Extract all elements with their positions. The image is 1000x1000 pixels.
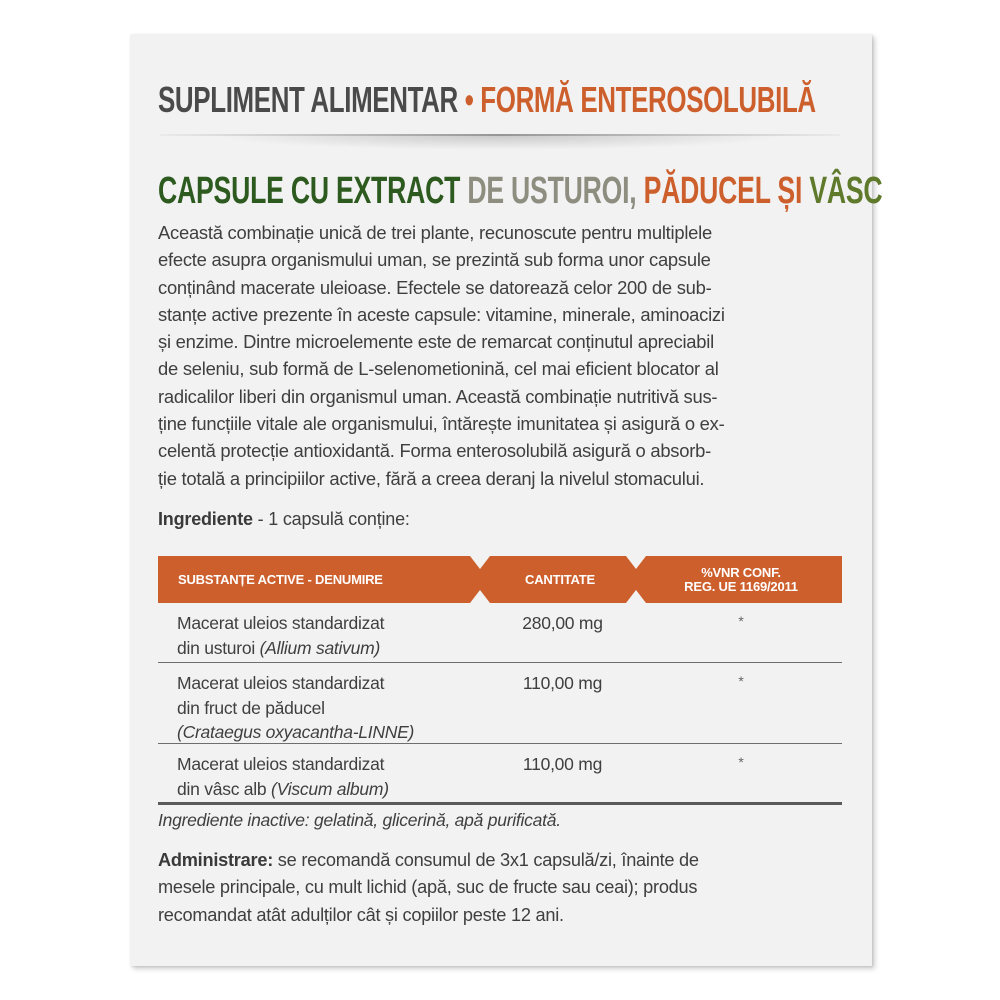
ingredient-name-line [177, 720, 497, 745]
column-header-quantity: CANTITATE [525, 571, 595, 587]
supplement-category-title [158, 78, 816, 122]
description-line: celentă protecție antioxidantă. Forma enterosolubilă asigură o absorb- [158, 440, 711, 462]
description-line: conținând macerate uleioase. Efectele se datorează celor 200 de sub- [158, 276, 712, 298]
description-line: ține funcțiile vitale ale organismului, întărește imunitatea și asigură o ex- [158, 413, 725, 435]
product-title-part-1: CAPSULE CU EXTRACT [158, 170, 461, 212]
table-row [158, 744, 842, 805]
description-line: Această combinație unică de trei plante, recunoscute pentru multiplele [158, 222, 712, 243]
ingredient-name-cell [158, 744, 497, 811]
product-title-part-2: DE USTUROI, [467, 170, 637, 212]
ingredient-name-line: Macerat uleios standardizat [177, 673, 385, 693]
ingredients-suffix: - 1 capsulă conține: [252, 509, 410, 529]
ingredient-vnr: * [738, 754, 744, 770]
administration-label: Administrare: [158, 850, 273, 870]
ingredients-table-header [158, 556, 842, 603]
column-header-name: SUBSTANȚE ACTIVE - DENUMIRE [178, 571, 383, 587]
title-bullet: • [464, 79, 474, 120]
description-line: ție totală a principiilor active, fără a creea deranj la nivelul stomacului. [158, 467, 705, 489]
ingredient-vnr: * [738, 613, 744, 629]
table-row [158, 663, 842, 744]
ingredient-name-source: din fruct de păducel [177, 697, 325, 718]
table-row [158, 603, 842, 663]
column-header-vnr [640, 556, 842, 603]
ingredient-name-line: Macerat uleios standardizat [177, 754, 385, 774]
ingredients-table-body [158, 603, 842, 805]
product-title [158, 168, 882, 214]
product-title-part-3: PĂDUCEL ȘI [643, 170, 803, 212]
ingredient-quantity: 110,00 mg [522, 673, 603, 693]
form-label: FORMĂ ENTEROSOLUBILĂ [480, 79, 816, 120]
column-header-vnr-line-1: %VNR CONF. [701, 564, 781, 580]
ingredients-heading [158, 509, 410, 530]
administration-line: mesele principale, cu mult lichid (apă, suc de fructe sau ceai); produs [158, 877, 698, 898]
administration-line: recomandat atât adulților cât și copiilor peste 12 ani. [158, 904, 564, 925]
product-description [158, 219, 848, 492]
ingredient-name-line [177, 777, 497, 802]
description-line: stanțe active prezente în aceste capsule: vitamine, minerale, aminoacizi [158, 303, 725, 325]
category-label: SUPLIMENT ALIMENTAR [158, 79, 458, 120]
ingredients-label: Ingrediente [158, 509, 253, 529]
column-header-vnr-line-2: REG. UE 1169/2011 [684, 578, 798, 594]
description-line: radicalilor liberi din organismul uman. Această combinație nutritivă sus- [158, 385, 718, 407]
administration-instructions [158, 847, 848, 929]
ingredient-vnr: * [738, 673, 744, 689]
ingredient-name-source: din usturoi [177, 637, 260, 658]
ingredient-name-cell [158, 663, 497, 755]
ingredient-latin-name: (Allium sativum) [259, 637, 381, 658]
ingredient-name-line [177, 636, 497, 661]
administration-text: se recomandă consumul de 3x1 capsulă/zi, înainte de [273, 850, 699, 870]
ingredient-name-cell [158, 603, 497, 670]
ingredient-quantity: 110,00 mg [522, 754, 603, 774]
ingredient-quantity: 280,00 mg [522, 613, 603, 633]
description-line: de seleniu, sub formă de L-selenometionină, cel mai eficient blocator al [158, 358, 719, 380]
product-title-part-4: VÂSC [809, 170, 883, 212]
administration-line [158, 847, 848, 874]
ingredient-name-line: Macerat uleios standardizat [177, 613, 385, 633]
inactive-ingredients: Ingrediente inactive: gelatină, glicerină, apă purificată. [158, 810, 561, 830]
description-line: efecte asupra organismului uman, se prezintă sub forma unor capsule [158, 249, 711, 271]
ingredient-name-source: din vâsc alb [177, 778, 272, 799]
ingredient-latin-name: (Viscum album) [271, 778, 389, 799]
description-line: și enzime. Dintre microelemente este de remarcat conținutul apreciabil [158, 331, 714, 353]
ingredient-latin-name: (Crataegus oxyacantha-LINNE) [177, 722, 415, 742]
